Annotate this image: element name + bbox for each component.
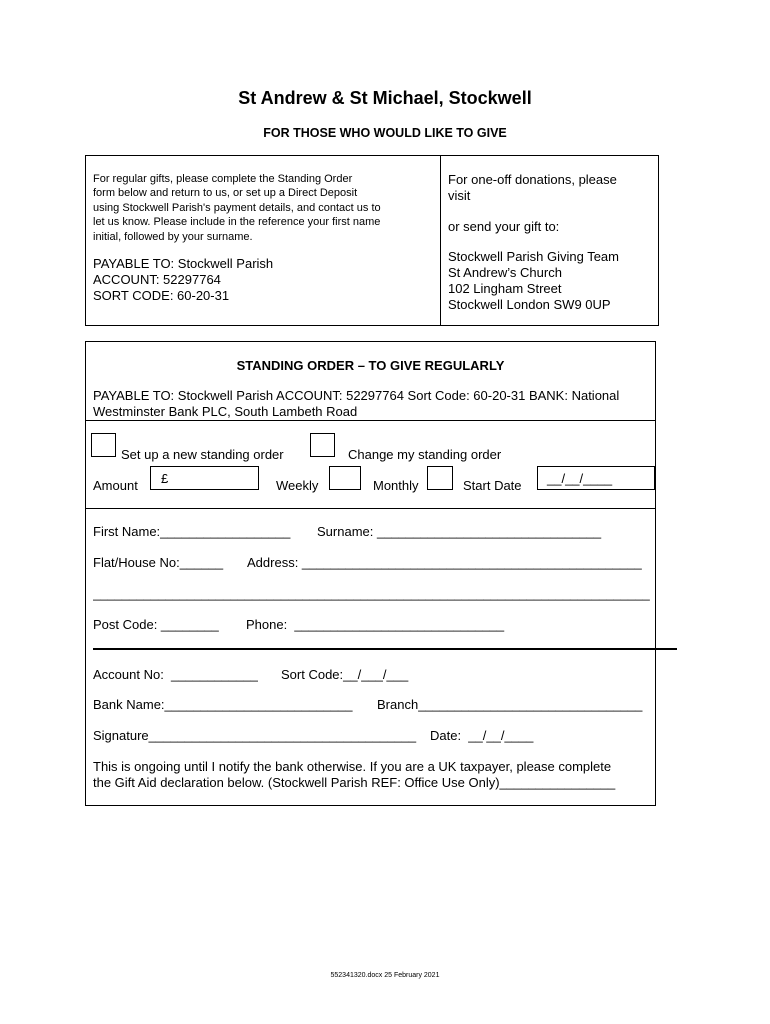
branch-field[interactable]: Branch_______________________________ [377, 697, 643, 712]
ongoing-line: This is ongoing until I notify the bank otherwise. If you are a UK taxpayer, please complete [93, 759, 612, 774]
address-line: 102 Lingham Street [448, 281, 562, 296]
start-date-value: __/__/____ [547, 471, 613, 486]
regular-gifts-text [93, 172, 438, 244]
start-date-field[interactable] [537, 466, 655, 490]
intro-line: initial, followed by your surname. [93, 230, 253, 243]
address-field[interactable]: Address: _______________________________________________ [247, 555, 642, 570]
intro-line: form below and return to us, or set up a Direct Deposit [93, 187, 358, 200]
bank-details [93, 388, 683, 420]
one-off-line: For one-off donations, please [448, 172, 617, 187]
section-divider [93, 648, 677, 650]
ongoing-line: the Gift Aid declaration below. (Stockwell Parish REF: Office Use Only)________________ [93, 775, 616, 790]
postal-address [448, 249, 619, 313]
sort-code-field[interactable]: Sort Code:__/___/___ [281, 667, 409, 682]
payment-details [93, 256, 273, 304]
currency-symbol: £ [161, 471, 169, 486]
amount-label: Amount [93, 478, 138, 493]
sort-code: SORT CODE: 60-20-31 [93, 288, 230, 303]
account-number: ACCOUNT: 52297764 [93, 272, 221, 287]
weekly-checkbox[interactable] [329, 466, 361, 490]
intro-line: using Stockwell Parish's payment details, and contact us to [93, 201, 381, 214]
one-off-text [448, 172, 653, 204]
bank-name-field[interactable]: Bank Name:__________________________ [93, 697, 353, 712]
monthly-label: Monthly [373, 478, 419, 493]
section-divider [86, 420, 655, 421]
footer-reference: 552341320.docx 25 February 2021 [330, 972, 440, 979]
address-line: Stockwell Parish Giving Team [448, 249, 619, 264]
one-off-line: visit [448, 188, 471, 203]
flat-number-field[interactable]: Flat/House No:______ [93, 555, 224, 570]
standing-order-heading: STANDING ORDER – TO GIVE REGULARLY [236, 358, 505, 373]
post-code-field[interactable]: Post Code: ________ [93, 617, 219, 632]
start-date-label: Start Date [463, 478, 522, 493]
bank-details-line: Westminster Bank PLC, South Lambeth Road [93, 404, 358, 419]
change-order-checkbox[interactable] [310, 433, 335, 457]
payable-to: PAYABLE TO: Stockwell Parish [93, 256, 274, 271]
account-no-field[interactable]: Account No: ____________ [93, 667, 258, 682]
weekly-label: Weekly [276, 478, 319, 493]
intro-line: For regular gifts, please complete the Standing Order [93, 173, 353, 185]
signature-field[interactable]: Signature_____________________________________ [93, 728, 417, 743]
page-title: St Andrew & St Michael, Stockwell [238, 88, 532, 108]
page-subtitle: FOR THOSE WHO WOULD LIKE TO GIVE [263, 126, 507, 140]
intro-divider [440, 155, 441, 326]
monthly-checkbox[interactable] [427, 466, 453, 490]
date-field[interactable]: Date: __/__/____ [430, 728, 534, 743]
phone-field[interactable]: Phone: _____________________________ [246, 617, 505, 632]
amount-field[interactable] [150, 466, 259, 490]
new-order-checkbox[interactable] [91, 433, 116, 457]
send-gift-text: or send your gift to: [448, 219, 560, 234]
bank-details-line: PAYABLE TO: Stockwell Parish ACCOUNT: 52297764 Sort Code: 60-20-31 BANK: National [93, 388, 620, 403]
section-divider [86, 508, 655, 509]
address-line: Stockwell London SW9 0UP [448, 297, 611, 312]
surname-field[interactable]: Surname: _______________________________ [317, 524, 602, 539]
first-name-field[interactable]: First Name:__________________ [93, 524, 291, 539]
address-continuation-field[interactable]: _____________________________________________________________________________ [93, 586, 650, 601]
ongoing-notice [93, 759, 673, 791]
address-line: St Andrew’s Church [448, 265, 562, 280]
change-order-label: Change my standing order [348, 447, 502, 462]
intro-line: let us know. Please include in the reference your first name [93, 216, 381, 229]
new-order-label: Set up a new standing order [121, 447, 284, 462]
